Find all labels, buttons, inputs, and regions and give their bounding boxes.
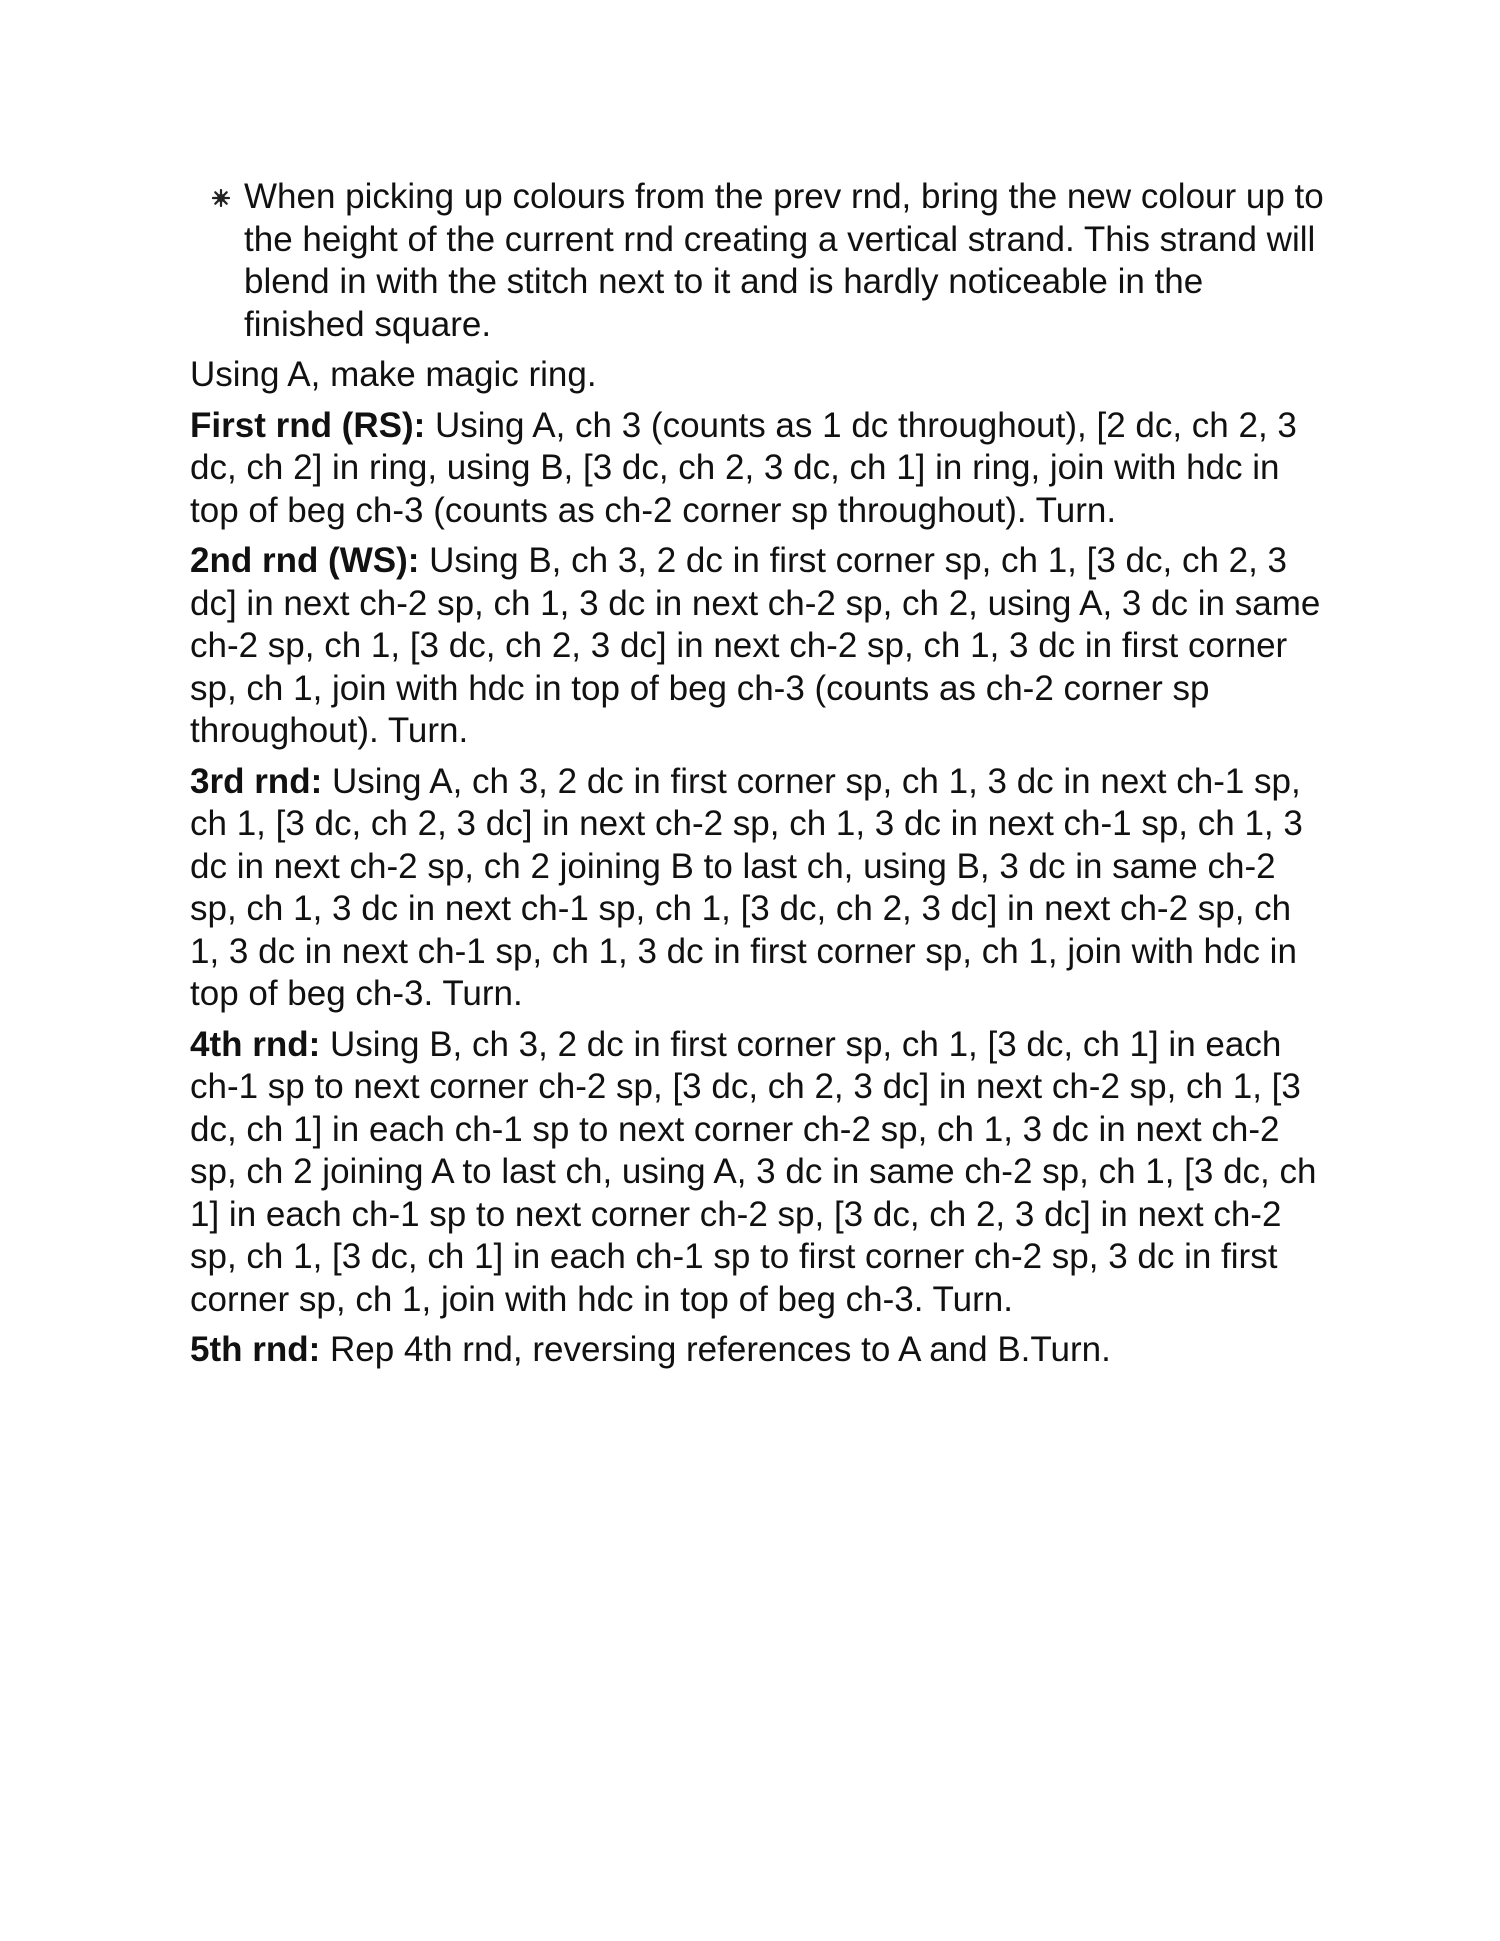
round-4-text: Using B, ch 3, 2 dc in first corner sp, ch 1, [3 dc, ch 1] in each ch-1 sp to next corner ch-2 sp, [3 dc, ch 2, 3 dc] in next ch-2 sp, ch 1, [3 dc, ch 1] in each ch-1 sp to next corner ch-2 sp, ch 1, 3 dc in next ch-2 sp, ch 2 joining A to last ch, using A, 3 dc in same ch-2 sp, ch 1, [3 dc, ch 1] in each ch-1 sp to next corner ch-2 sp, [3 dc, ch 2, 3 dc] in next ch-2 sp, ch 1, [3 dc, ch 1] in each ch-1 sp to first corner ch-2 sp, 3 dc in first corner sp, ch 1, join with hdc in top of beg ch-3. Turn.	[190, 1024, 1317, 1319]
round-5-text: Rep 4th rnd, reversing references to A and B.Turn.	[320, 1330, 1111, 1369]
round-2	[190, 540, 1330, 753]
round-1-text: Using A, ch 3 (counts as 1 dc throughout), [2 dc, ch 2, 3 dc, ch 2] in ring, using B, [3 dc, ch 2, 3 dc, ch 1] in ring, join with hdc in top of beg ch-3 (counts as ch-2 corner sp throughout). Turn.	[190, 405, 1297, 530]
round-1-label: First rnd (RS):	[190, 405, 426, 445]
round-2-text: Using B, ch 3, 2 dc in first corner sp, ch 1, [3 dc, ch 2, 3 dc] in next ch-2 sp, ch 1, 3 dc in next ch-2 sp, ch 2, using A, 3 dc in same ch-2 sp, ch 1, [3 dc, ch 2, 3 dc] in next ch-2 sp, ch 1, 3 dc in first corner sp, ch 1, join with hdc in top of beg ch-3 (counts as ch-2 corner sp throughout). Turn.	[190, 541, 1321, 750]
round-5	[190, 1329, 1330, 1372]
document-page	[190, 176, 1330, 1380]
starburst-bullet-icon	[212, 189, 230, 207]
round-4-label: 4th rnd:	[190, 1024, 321, 1064]
round-1	[190, 405, 1330, 533]
round-5-label: 5th rnd:	[190, 1330, 321, 1369]
bullet-note-text: When picking up colours from the prev rnd, bring the new colour up to the height of the current rnd creating a vertical strand. This strand will blend in with the stitch next to it and is hardly noticeable in the finished square.	[244, 177, 1324, 344]
round-4	[190, 1024, 1330, 1322]
intro-line: Using A, make magic ring.	[190, 355, 597, 394]
round-3	[190, 761, 1330, 1016]
bullet-note	[190, 176, 1330, 346]
round-3-text: Using A, ch 3, 2 dc in first corner sp, ch 1, 3 dc in next ch-1 sp, ch 1, [3 dc, ch 2, 3 dc] in next ch-2 sp, ch 1, 3 dc in next ch-1 sp, ch 1, 3 dc in next ch-2 sp, ch 2 joining B to last ch, using B, 3 dc in same ch-2 sp, ch 1, 3 dc in next ch-1 sp, ch 1, [3 dc, ch 2, 3 dc] in next ch-2 sp, ch 1, 3 dc in next ch-1 sp, ch 1, 3 dc in first corner sp, ch 1, join with hdc in top of beg ch-3. Turn.	[190, 761, 1303, 1013]
round-2-label: 2nd rnd (WS):	[190, 541, 420, 580]
round-3-label: 3rd rnd:	[190, 761, 323, 801]
